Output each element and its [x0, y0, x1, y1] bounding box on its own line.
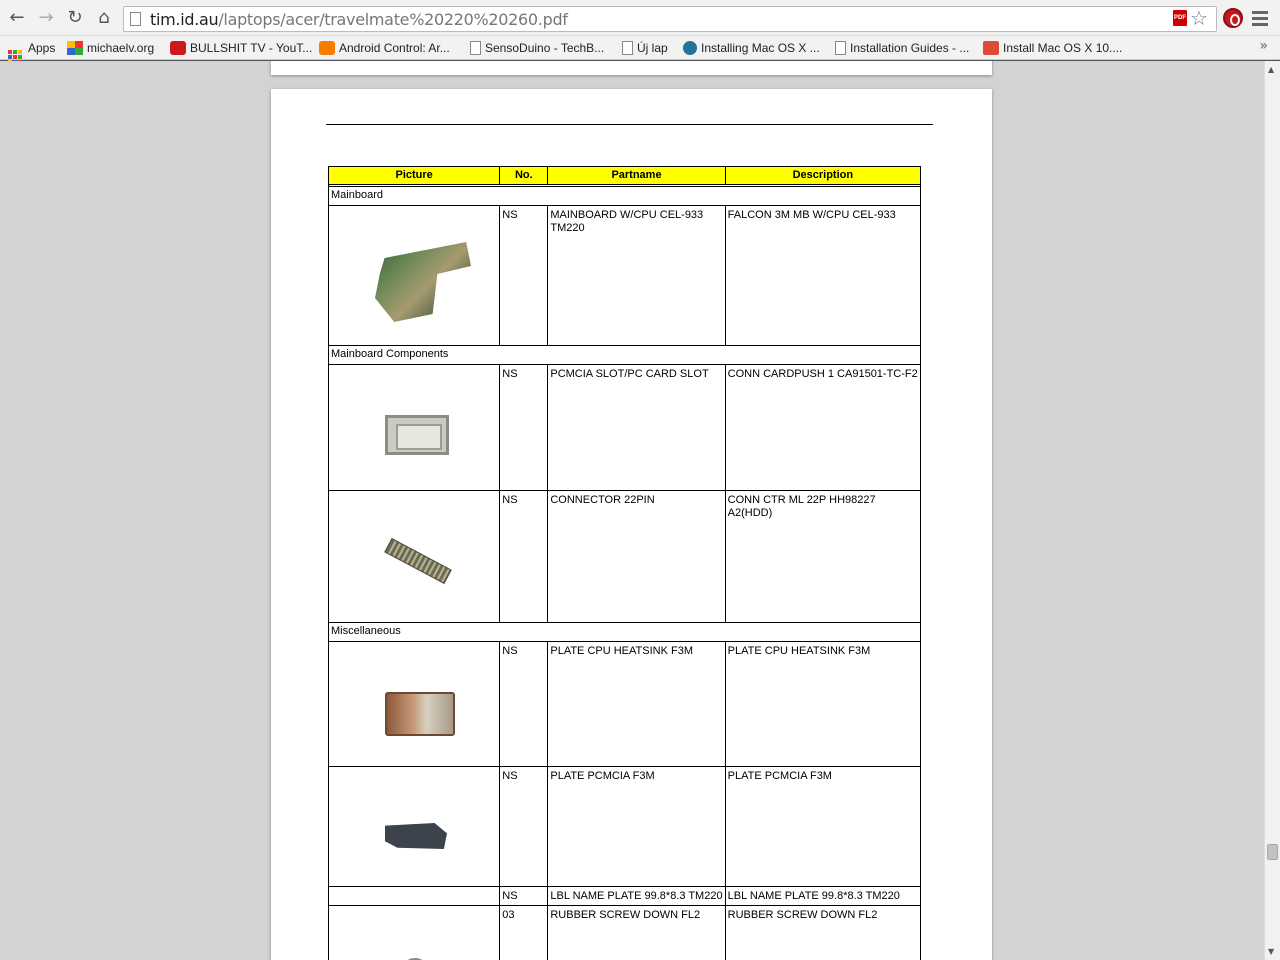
pdf-viewport[interactable]	[0, 61, 1264, 960]
bookmarks-bar	[0, 36, 1280, 60]
part-description: PLATE PCMCIA F3M	[725, 767, 920, 887]
part-picture	[329, 887, 500, 906]
page-icon	[622, 41, 633, 55]
section-row	[329, 346, 921, 365]
part-picture	[329, 206, 500, 346]
part-no: NS	[500, 491, 548, 623]
blogger-icon	[319, 41, 335, 55]
part-name: PLATE CPU HEATSINK F3M	[548, 642, 725, 767]
part-name: MAINBOARD W/CPU CEL-933 TM220	[548, 206, 725, 346]
wordpress-icon	[683, 41, 697, 55]
part-picture	[329, 642, 500, 767]
bookmark-star-icon[interactable]: ☆	[1190, 6, 1208, 30]
mainboard-image	[375, 242, 471, 322]
part-name: CONNECTOR 22PIN	[548, 491, 725, 623]
back-icon[interactable]: ←	[9, 7, 25, 28]
pdf-icon[interactable]: PDF	[1173, 10, 1187, 26]
bookmark-bullshit-tv[interactable]: BULLSHIT TV - YouT...	[170, 39, 312, 57]
page-icon	[835, 41, 846, 55]
menu-icon[interactable]	[1252, 11, 1268, 29]
part-no: NS	[500, 887, 548, 906]
heatsink-image	[385, 692, 455, 736]
scrollbar-thumb[interactable]	[1267, 844, 1278, 860]
vertical-scrollbar[interactable]	[1264, 61, 1280, 960]
part-name: LBL NAME PLATE 99.8*8.3 TM220	[548, 887, 725, 906]
url-text[interactable]: tim.id.au/laptops/acer/travelmate%20220%20260.pdf	[150, 10, 568, 29]
google-plus-icon	[983, 41, 999, 55]
forward-icon[interactable]: →	[38, 7, 54, 28]
part-description: PLATE CPU HEATSINK F3M	[725, 642, 920, 767]
header-picture: Picture	[329, 167, 500, 185]
table-row	[329, 642, 921, 767]
extension-icon[interactable]	[1223, 8, 1243, 28]
address-bar[interactable]	[123, 6, 1217, 32]
bookmark-sensoduino[interactable]: SensoDuino - TechB...	[470, 39, 604, 57]
part-name: RUBBER SCREW DOWN FL2	[548, 906, 725, 960]
bookmarks-overflow-icon[interactable]: »	[1259, 38, 1268, 54]
parts-table	[328, 166, 921, 960]
part-no: NS	[500, 642, 548, 767]
part-name: PLATE PCMCIA F3M	[548, 767, 725, 887]
reload-icon[interactable]: ↻	[67, 7, 83, 28]
bookmark-installing-mac[interactable]: Installing Mac OS X ...	[683, 39, 820, 57]
previous-page	[271, 61, 992, 75]
header-no: No.	[500, 167, 548, 185]
pdf-page	[271, 89, 992, 960]
table-row	[329, 365, 921, 491]
part-description: CONN CTR ML 22P HH98227 A2(HDD)	[725, 491, 920, 623]
section-mainboard: Mainboard	[329, 187, 921, 206]
section-row	[329, 623, 921, 642]
part-description: FALCON 3M MB W/CPU CEL-933	[725, 206, 920, 346]
section-miscellaneous: Miscellaneous	[329, 623, 921, 642]
header-partname: Partname	[548, 167, 725, 185]
michaelv-icon	[67, 41, 83, 55]
scroll-up-icon[interactable]: ▲	[1268, 65, 1275, 74]
scroll-down-icon[interactable]: ▼	[1268, 947, 1275, 956]
part-no: 03	[500, 906, 548, 960]
table-row	[329, 906, 921, 960]
bookmark-uj-lap[interactable]: Új lap	[622, 39, 668, 57]
youtube-icon	[170, 41, 186, 55]
part-description: RUBBER SCREW DOWN FL2	[725, 906, 920, 960]
table-row	[329, 767, 921, 887]
bookmark-apps[interactable]: Apps	[8, 39, 55, 57]
section-mainboard-components: Mainboard Components	[329, 346, 921, 365]
horizontal-rule	[326, 124, 933, 125]
pcmcia-slot-image	[385, 415, 449, 455]
bookmark-installation-guides[interactable]: Installation Guides - ...	[835, 39, 969, 57]
table-row	[329, 887, 921, 906]
part-picture	[329, 906, 500, 960]
section-row	[329, 187, 921, 206]
header-description: Description	[725, 167, 920, 185]
table-row	[329, 206, 921, 346]
part-name: PCMCIA SLOT/PC CARD SLOT	[548, 365, 725, 491]
pcmcia-plate-image	[385, 823, 447, 849]
browser-toolbar	[0, 0, 1280, 36]
home-icon[interactable]: ⌂	[98, 7, 110, 28]
part-description: CONN CARDPUSH 1 CA91501-TC-F2	[725, 365, 920, 491]
part-no: NS	[500, 767, 548, 887]
part-picture	[329, 767, 500, 887]
table-header-row	[329, 167, 921, 185]
bookmark-michaelv[interactable]: michaelv.org	[67, 39, 154, 57]
part-picture	[329, 491, 500, 623]
page-icon	[130, 12, 141, 26]
bookmark-android-control[interactable]: Android Control: Ar...	[319, 39, 450, 57]
part-description: LBL NAME PLATE 99.8*8.3 TM220	[725, 887, 920, 906]
page-icon	[470, 41, 481, 55]
part-picture	[329, 365, 500, 491]
part-no: NS	[500, 365, 548, 491]
table-row	[329, 491, 921, 623]
connector-image	[384, 538, 452, 584]
part-no: NS	[500, 206, 548, 346]
bookmark-install-mac-osx[interactable]: Install Mac OS X 10....	[983, 39, 1122, 57]
